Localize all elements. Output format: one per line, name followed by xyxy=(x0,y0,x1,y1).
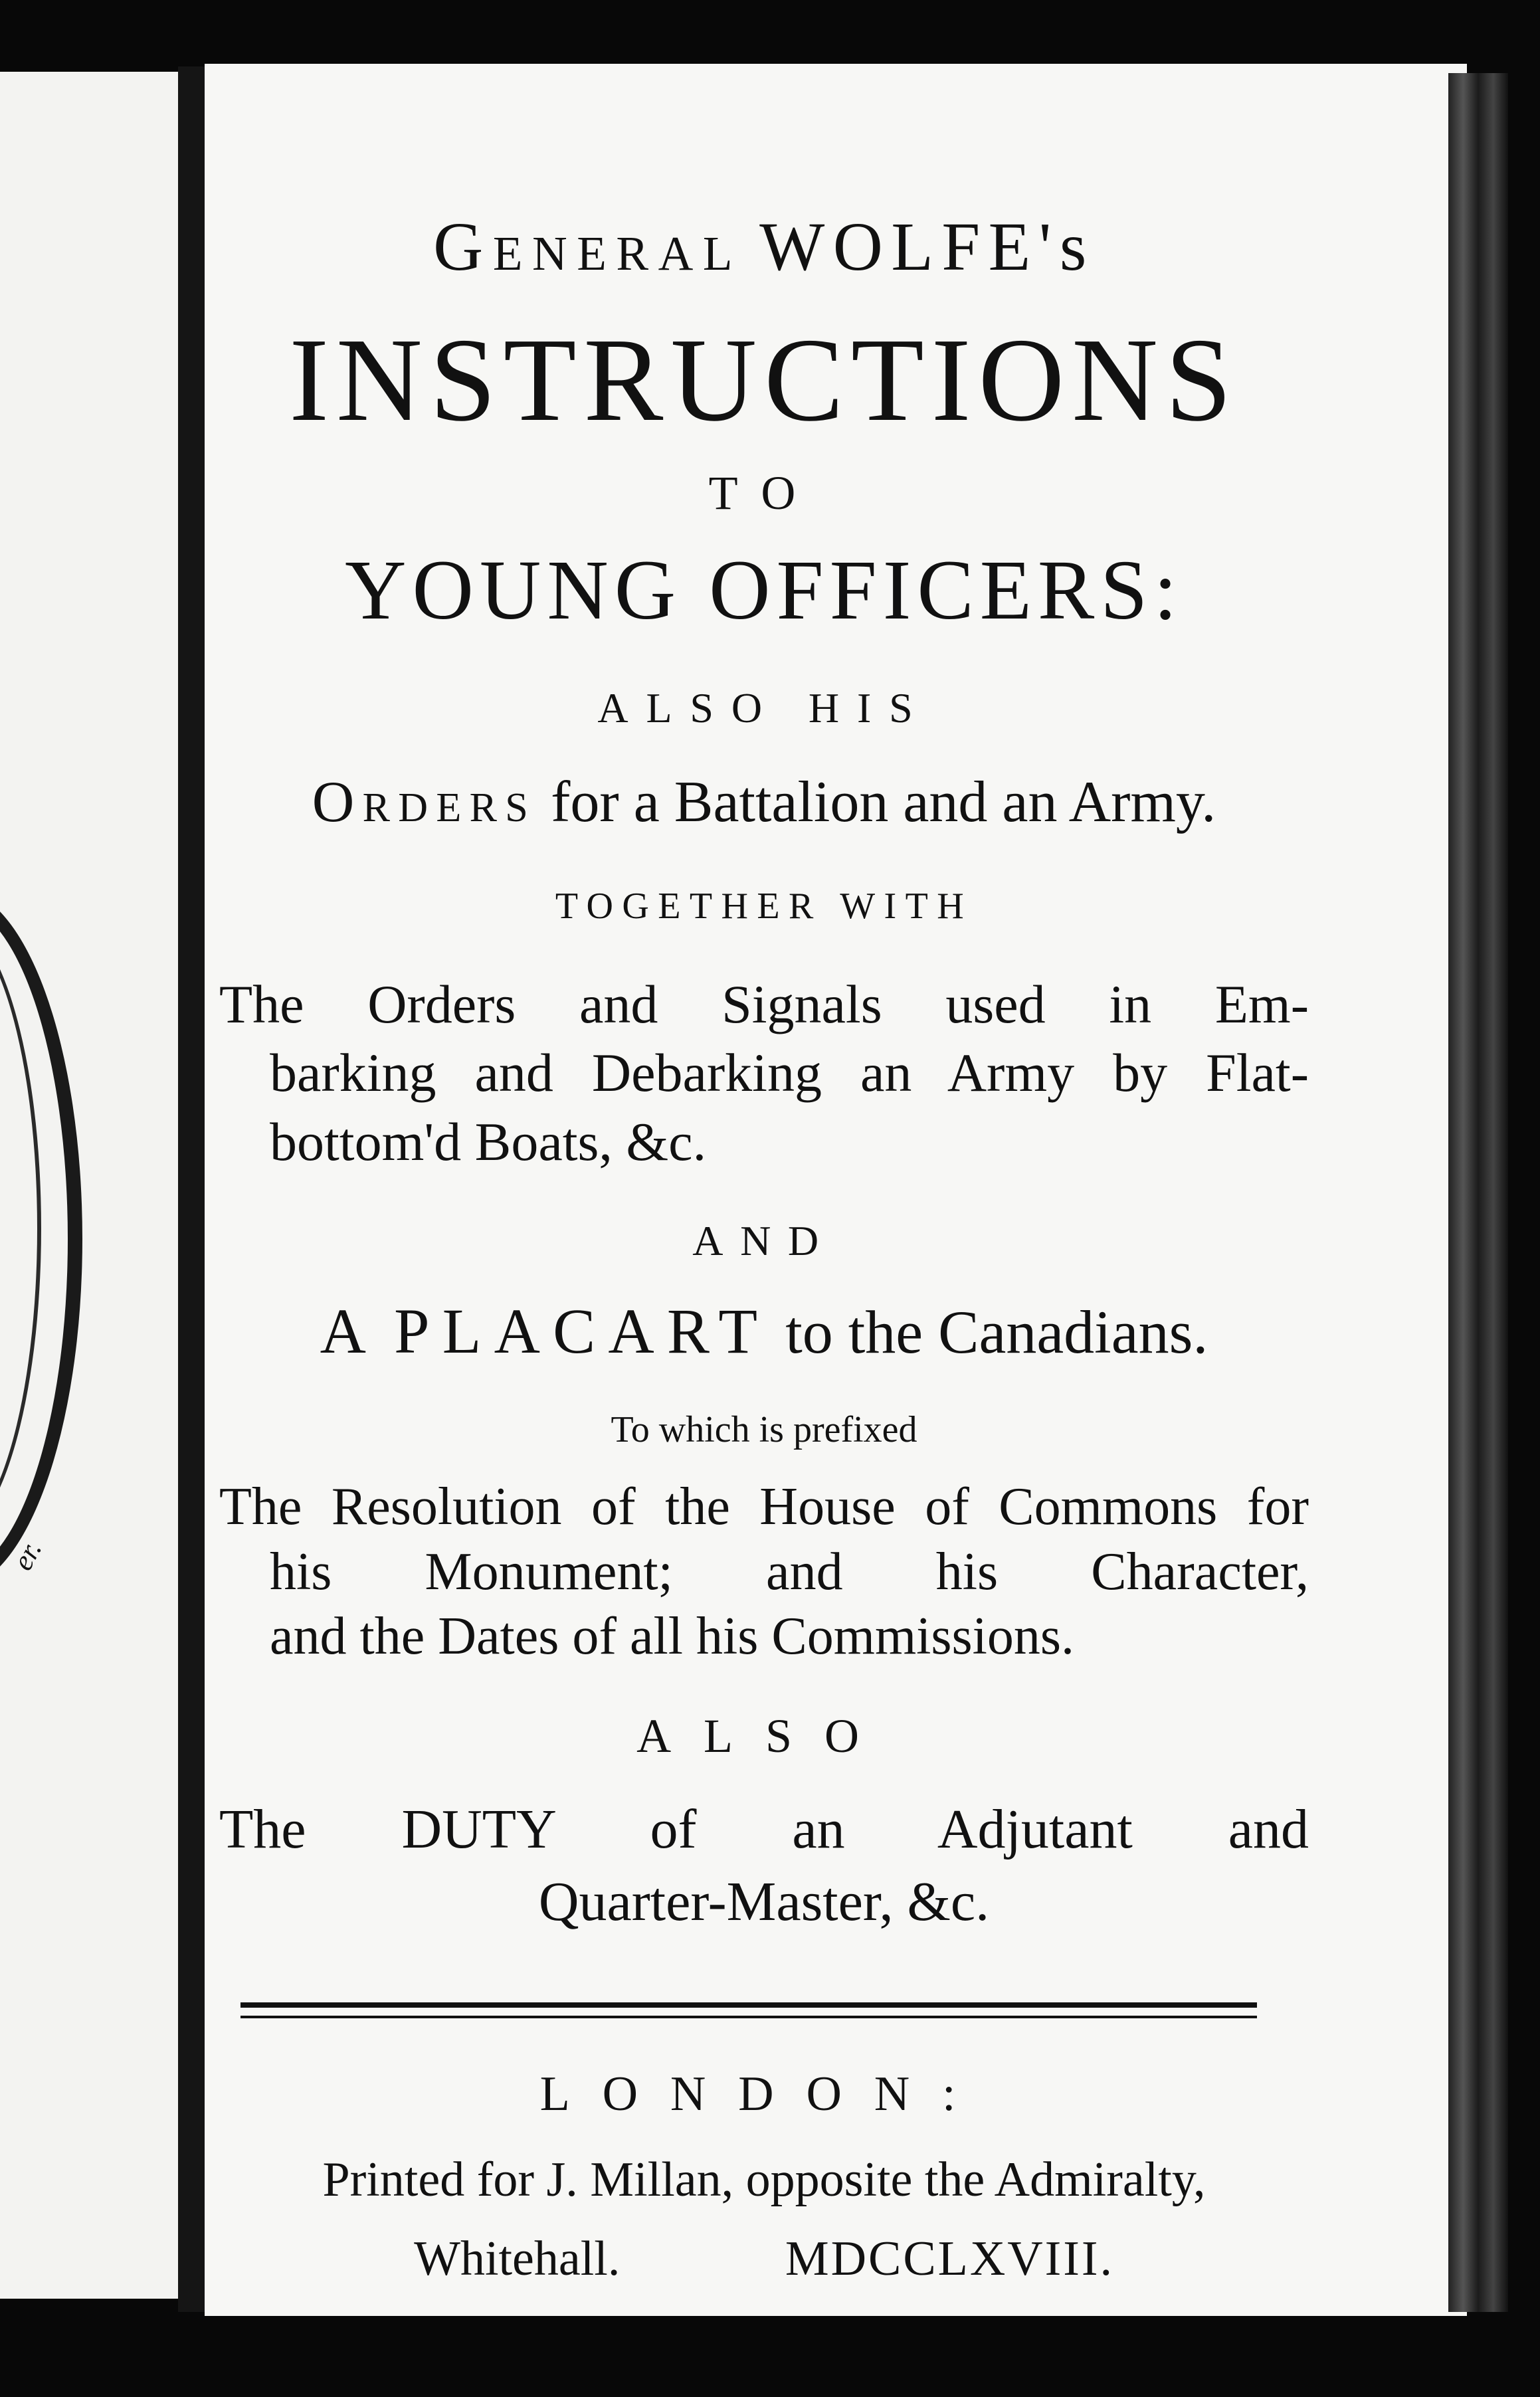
paragraph-line: his Monument; and his Character, xyxy=(270,1542,1309,1601)
subtitle-orders-line xyxy=(219,770,1309,834)
imprint-date: MDCCLXVIII. xyxy=(785,2232,1114,2286)
title-wolfe: WOLFE's xyxy=(759,209,1095,285)
subtitle-also: ALSO xyxy=(636,1709,892,1763)
title-general: General xyxy=(433,209,743,285)
rule-thin xyxy=(241,2016,1257,2018)
paragraph-line: The Orders and Signals used in Em- xyxy=(219,974,1309,1034)
imprint-place: Whitehall. xyxy=(414,2232,621,2286)
orders-and-signals-paragraph xyxy=(219,970,1309,1176)
to-which-is-prefixed: To which is prefixed xyxy=(611,1408,917,1450)
title-line-general-wolfes xyxy=(219,209,1309,285)
rule-thick xyxy=(241,2002,1257,2008)
title-to: TO xyxy=(708,466,820,520)
subtitle-and: AND xyxy=(692,1216,836,1264)
paragraph-line: Quarter-Master, &c. xyxy=(538,1870,990,1933)
imprint-city: LONDON: xyxy=(539,2067,989,2121)
paragraph-line: barking and Debarking an Army by Flat- xyxy=(270,1042,1309,1103)
imprint xyxy=(219,2066,1309,2287)
adjutant-paragraph xyxy=(219,1793,1309,1938)
title-young-officers: YOUNG OFFICERS: xyxy=(345,543,1183,637)
double-rule xyxy=(241,2002,1257,2025)
title-instructions: INSTRUCTIONS xyxy=(289,314,1239,446)
subtitle-also-his: ALSO HIS xyxy=(597,684,931,731)
engraver-signature: er. xyxy=(5,1535,48,1576)
paragraph-line: bottom'd Boats, &c. xyxy=(270,1111,707,1172)
book-gutter xyxy=(178,66,205,2312)
facing-page xyxy=(0,72,178,2299)
subtitle-orders-word: Orders xyxy=(312,770,537,834)
placart-word: PLACART xyxy=(394,1295,771,1367)
placart-line xyxy=(219,1295,1309,1367)
page-edge xyxy=(1448,73,1508,2312)
subtitle-orders-rest: for a Battalion and an Army. xyxy=(551,770,1216,834)
imprint-printer: Printed for J. Millan, opposite the Admiralty, xyxy=(322,2153,1206,2207)
imprint-place-date xyxy=(219,2231,1309,2287)
paragraph-line: The Resolution of the House of Commons for xyxy=(219,1477,1309,1536)
paragraph-line: and the Dates of all his Commissions. xyxy=(270,1607,1075,1666)
placart-a: A xyxy=(320,1295,379,1367)
paragraph-line: The DUTY of an Adjutant and xyxy=(219,1798,1309,1860)
subtitle-together-with: TOGETHER WITH xyxy=(555,886,973,927)
placart-rest: to the Canadians. xyxy=(785,1297,1208,1366)
title-block xyxy=(219,199,1309,1938)
resolution-paragraph xyxy=(219,1475,1309,1670)
